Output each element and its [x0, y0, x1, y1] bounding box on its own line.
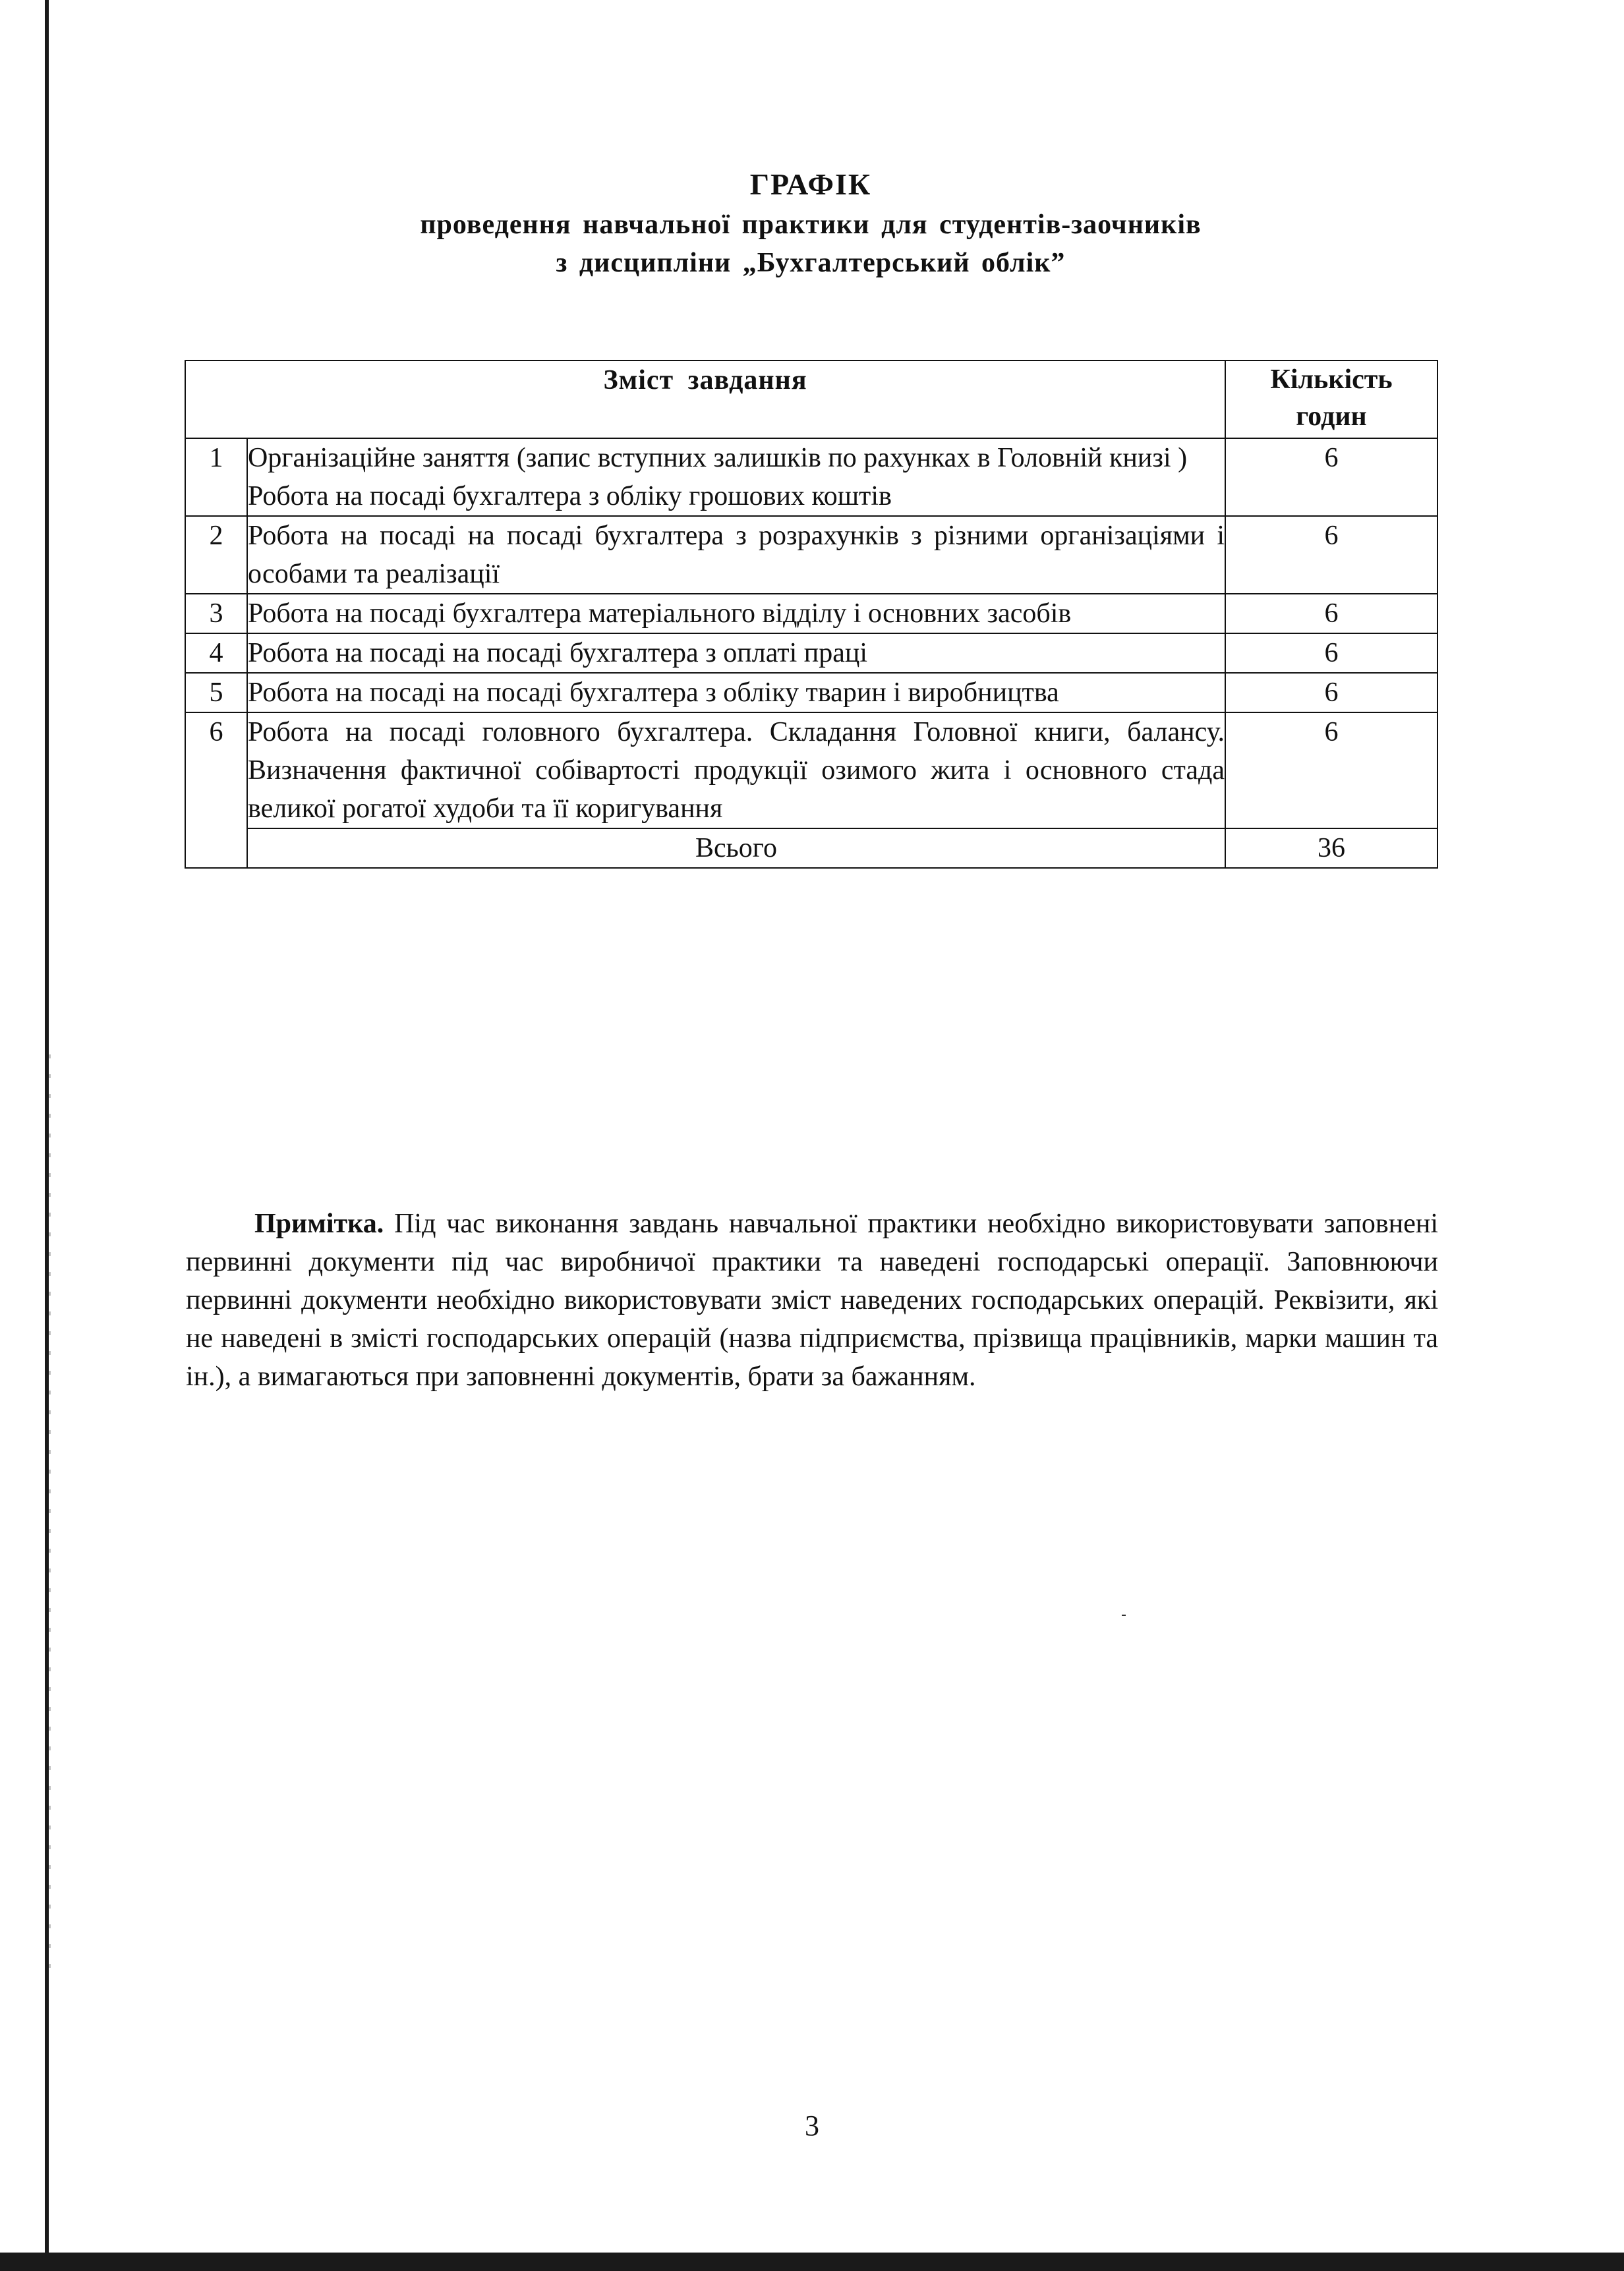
table-total-row: [185, 828, 1437, 868]
header-task: Зміст завдання: [185, 360, 1225, 438]
total-value: 36: [1225, 828, 1437, 868]
row-hours: 6: [1225, 712, 1437, 828]
table-row: [185, 633, 1437, 673]
row-hours: 6: [1225, 673, 1437, 712]
table-header-row: [185, 360, 1437, 438]
row-hours: 6: [1225, 438, 1437, 516]
row-task: [247, 594, 1225, 633]
table-row: [185, 712, 1437, 828]
row-task-line: Робота на посаді на посаді бухгалтера з оплаті праці: [248, 638, 868, 668]
row-task: [247, 438, 1225, 516]
note-text: Під час виконання завдань навчальної практики необхідно використовувати заповнені первинні документи під час виробничої практики та наведені господарські операції. Заповнюючи первинні документи необхідно використовувати зміст наведених господарських операцій. Реквізити, які не наведені в змісті господарських операцій (назва підприємства, прізвища працівників, марки машин та ін.), а вимагаються при заповненні документів, брати за бажанням.: [186, 1209, 1439, 1392]
row-number: 4: [185, 633, 247, 673]
row-task: [247, 516, 1225, 594]
schedule-table: [185, 360, 1438, 869]
title-main: ГРАФІК: [749, 167, 872, 201]
row-number: 1: [185, 438, 247, 516]
row-hours: 6: [1225, 633, 1437, 673]
table-row: [185, 594, 1437, 633]
table-row: [185, 673, 1437, 712]
header-hours-line2: годин: [1296, 401, 1367, 432]
scan-border-bottom: [0, 2253, 1624, 2271]
table-row: [185, 516, 1437, 594]
title-subtitle-1: проведення навчальної практики для студентів-заочників: [420, 210, 1202, 240]
row-task-line: Робота на посаді на посаді бухгалтера з обліку тварин і виробництва: [248, 677, 1059, 708]
row-hours: 6: [1225, 594, 1437, 633]
row-task-line: Робота на посаді бухгалтера з обліку грошових коштів: [248, 481, 892, 511]
row-task-line: Організаційне заняття (запис вступних залишків по рахунках в Головній книзі ): [248, 443, 1188, 473]
title-subtitle-2: з дисципліни „Бухгалтерський облік”: [556, 248, 1066, 278]
note-paragraph: [186, 1205, 1438, 1396]
row-number: 2: [185, 516, 247, 594]
note-label: Примітка.: [254, 1209, 384, 1239]
row-number: 3: [185, 594, 247, 633]
header-hours: [1225, 360, 1437, 438]
page-number: 3: [805, 2110, 819, 2142]
table-row: [185, 438, 1437, 516]
row-number: 5: [185, 673, 247, 712]
total-label: Всього: [247, 828, 1225, 868]
row-task: [247, 673, 1225, 712]
row-task-line: Робота на посаді на посаді бухгалтера з розрахунків з різними організаціями і особами та реалізації: [248, 521, 1225, 589]
row-task-line: Робота на посаді бухгалтера матеріального відділу і основних засобів: [248, 598, 1072, 629]
row-task-line: Робота на посаді головного бухгалтера. Складання Головної книги, балансу. Визначення фактичної собівартості продукції озимого жита і основного стада великої рогатої худоби та її коригування: [248, 717, 1225, 824]
header-hours-line1: Кількість: [1270, 364, 1393, 395]
row-hours: 6: [1225, 516, 1437, 594]
row-task: [247, 633, 1225, 673]
scan-speck: [1122, 1615, 1126, 1616]
document-title: [185, 163, 1437, 282]
row-number: 6: [185, 712, 247, 868]
scan-artifact-left: [49, 1054, 51, 1977]
row-task: [247, 712, 1225, 828]
